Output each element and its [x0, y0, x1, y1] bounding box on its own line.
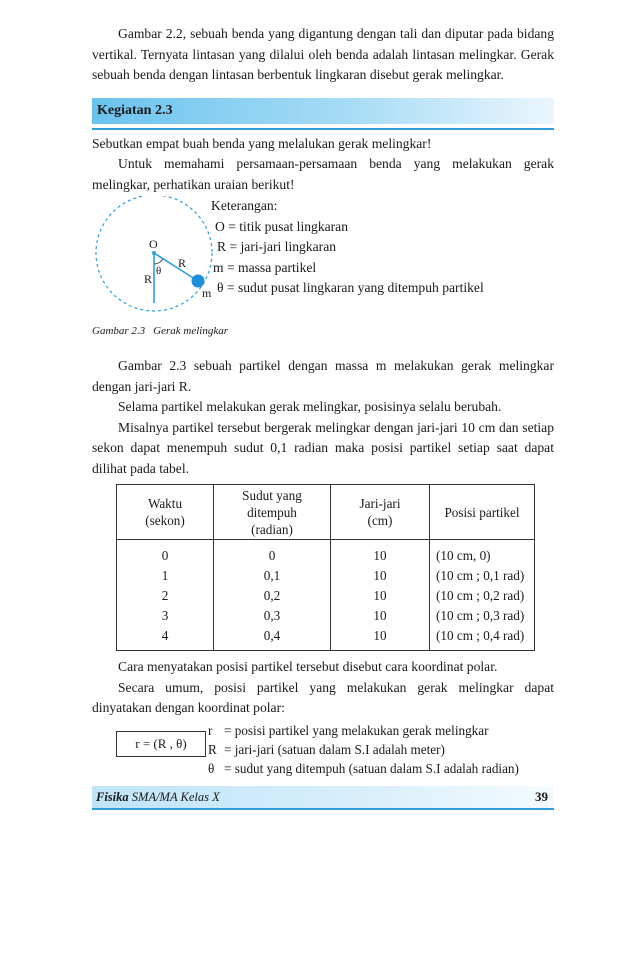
center-label: O [149, 237, 158, 251]
footer-divider [92, 808, 554, 810]
keterangan-list [211, 196, 556, 299]
figure-row [92, 196, 554, 316]
caption-number: Gambar 2.3 [92, 325, 146, 337]
keterangan-title: Keterangan: [211, 198, 278, 213]
position-table [116, 484, 535, 651]
polar-def-item: R = jari-jari (satuan dalam S.I adalah meter) [208, 741, 445, 757]
mass-label: m [202, 286, 212, 300]
angle-column: 0 0,1 0,2 0,3 0,4 [214, 540, 331, 651]
table-body-row [117, 540, 535, 651]
center-point [152, 251, 156, 255]
figure-caption [92, 324, 554, 338]
section-heading: Kegiatan 2.3 [92, 98, 554, 124]
activity-text: Sebutkan empat buah benda yang melalukan gerak melingkar! [92, 135, 432, 151]
intro-paragraph: Gambar 2.2, sebuah benda yang digantung dengan tali dan diputar pada bidang vertikal. Ternyata lintasan yang dilalui oleh benda adalah lintasan melingkar. Gerak sebuah benda dengan lintasan berbentuk lingkaran disebut gerak melingkar. [92, 26, 554, 82]
polar-formula-box: r = (R , θ) [116, 731, 206, 757]
keterangan-item: R = jari-jari lingkaran [217, 239, 337, 254]
polar-method-paragraph: Cara menyatakan posisi partikel tersebut disebut cara koordinat polar. [118, 659, 498, 674]
example-paragraph: Misalnya partikel tersebut bergerak melingkar dengan jari-jari 10 cm dan setiap sekon dapat menempuh sudut 0,1 radian maka posisi partikel setiap saat dapat dilihat pada tabel. [92, 419, 554, 476]
table-header-row [117, 485, 535, 540]
position-changes-paragraph: Selama partikel melakukan gerak melingkar, posisinya selalu berubah. [118, 399, 502, 414]
keterangan-item: θ = sudut pusat lingkaran yang ditempuh partikel [217, 280, 484, 295]
polar-def-item: r = posisi partikel yang melakukan gerak melingkar [208, 722, 489, 738]
page-content [92, 24, 554, 785]
general-paragraph: Secara umum, posisi partikel yang melakukan gerak melingkar dapat dinyatakan dengan koordinat polar: [92, 679, 554, 715]
keterangan-item: m = massa partikel [213, 259, 317, 275]
angle-arc [154, 259, 163, 264]
position-column: (10 cm, 0) (10 cm ; 0,1 rad) (10 cm ; 0,2 rad) (10 cm ; 0,3 rad) (10 cm ; 0,4 rad) [430, 540, 535, 651]
book-title: Fisika SMA/MA Kelas X [96, 790, 220, 804]
header-position: Posisi partikel [430, 485, 535, 540]
polar-def-item: θ = sudut yang ditempuh (satuan dalam S.I adalah radian) [208, 760, 519, 776]
fig23-paragraph: Gambar 2.3 sebuah partikel dengan massa m melakukan gerak melingkar dengan jari-jari R. [92, 358, 554, 394]
header-time: Waktu (sekon) [117, 485, 214, 540]
keterangan-item: O = titik pusat lingkaran [215, 218, 349, 234]
radius-column: 10 10 10 10 10 [331, 540, 430, 651]
radius-slant-label: R [178, 256, 187, 270]
polar-coordinates [92, 721, 554, 785]
intro-equations-paragraph: Untuk memahami persamaan-persamaan benda yang melakukan gerak melingkar, perhatikan uraian berikut! [92, 156, 554, 192]
polar-definitions [208, 721, 558, 778]
page-number: 39 [535, 789, 548, 804]
radius-vertical-label: R [144, 272, 153, 286]
caption-text: Gerak melingkar [153, 325, 229, 337]
header-radius: Jari-jari (cm) [331, 485, 430, 540]
theta-label: θ [156, 265, 162, 277]
section-divider [92, 128, 554, 130]
page-footer [92, 786, 554, 808]
header-angle: Sudut yang ditempuh (radian) [214, 485, 331, 540]
time-column: 0 1 2 3 4 [117, 540, 214, 651]
